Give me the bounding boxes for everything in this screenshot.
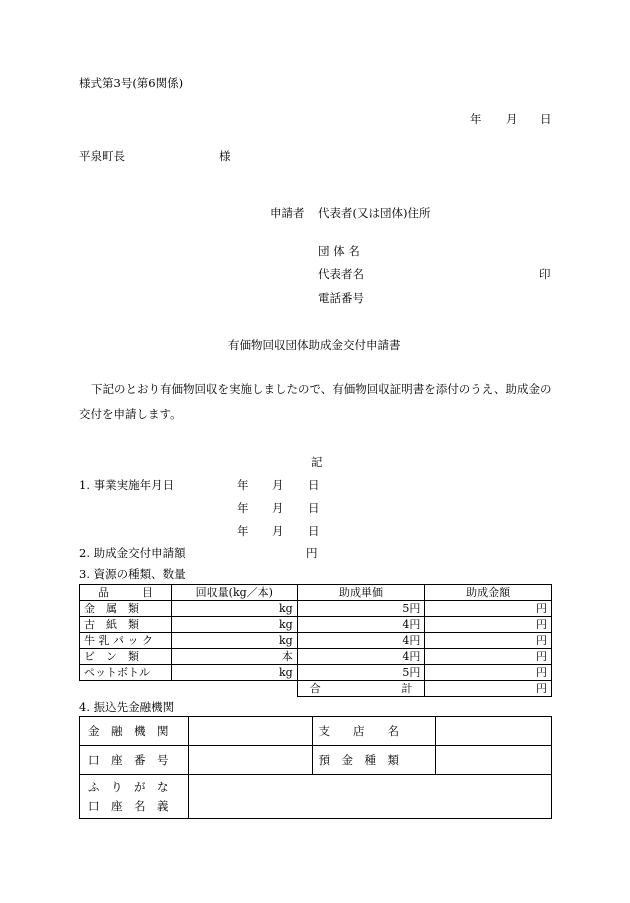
unit-price-cell: 4円 (297, 617, 425, 633)
amount-cell[interactable]: kg (171, 617, 297, 633)
amount-cell[interactable]: kg (171, 633, 297, 649)
date3-day: 日 (308, 524, 320, 538)
date-day: 日 (540, 112, 552, 126)
resources-header-row (80, 585, 552, 601)
blank-cell (171, 681, 297, 697)
date1-day: 日 (308, 478, 320, 492)
deposit-type-value[interactable] (436, 746, 552, 775)
branch-label: 支 店 名 (312, 717, 436, 746)
account-row (80, 746, 552, 775)
date3-month: 月 (272, 524, 284, 538)
deposit-type-label: 預 金 種 類 (312, 746, 436, 775)
date2-month: 月 (272, 501, 284, 515)
subsidy-cell[interactable]: 円 (425, 617, 552, 633)
item-name: 金 属 類 (80, 601, 172, 617)
amount-cell[interactable]: kg (171, 601, 297, 617)
bank-label: 金 融 機 関 (80, 717, 189, 746)
subsidy-cell[interactable]: 円 (425, 649, 552, 665)
unit-price-cell: 5円 (297, 601, 425, 617)
table-row (80, 633, 552, 649)
table-row (80, 601, 552, 617)
representative-label: 代表者名 (318, 267, 364, 281)
amount-cell[interactable]: kg (171, 665, 297, 681)
account-name-value[interactable] (188, 775, 551, 819)
date-year: 年 (470, 112, 482, 126)
group-name-label: 団 体 名 (318, 244, 360, 258)
total-label (297, 681, 425, 697)
date-month: 月 (506, 112, 518, 126)
total-row (80, 681, 552, 697)
header-amount: 回収量(kg／本) (171, 585, 297, 601)
subsidy-cell[interactable]: 円 (425, 633, 552, 649)
bank-row (80, 717, 552, 746)
header-subsidy: 助成金額 (425, 585, 552, 601)
amount-cell[interactable]: 本 (171, 649, 297, 665)
date3-year: 年 (237, 524, 249, 538)
bank-value[interactable] (188, 717, 312, 746)
furigana-label: ふ り が な (88, 779, 169, 794)
branch-value[interactable] (436, 717, 552, 746)
account-no-value[interactable] (188, 746, 312, 775)
resources-table (79, 584, 552, 697)
bank-table (79, 716, 552, 819)
total-subsidy-cell[interactable]: 円 (425, 681, 552, 697)
subsidy-cell[interactable]: 円 (425, 601, 552, 617)
unit-price-cell: 5円 (297, 665, 425, 681)
ki-heading: 記 (311, 455, 323, 469)
item-name: ペットボトル (80, 665, 172, 681)
total-label-2: 計 (401, 682, 413, 695)
unit-price-cell: 4円 (297, 633, 425, 649)
account-name-label (80, 775, 189, 819)
seal-mark: 印 (539, 267, 551, 281)
section1-label: 1. 事業実施年月日 (79, 478, 175, 492)
addressee-name: 平泉町長 (79, 149, 125, 163)
subsidy-cell[interactable]: 円 (425, 665, 552, 681)
item-name: 古 紙 類 (80, 617, 172, 633)
date1-year: 年 (237, 478, 249, 492)
table-row (80, 617, 552, 633)
account-no-label: 口 座 番 号 (80, 746, 189, 775)
section2-unit: 円 (306, 546, 318, 560)
date2-day: 日 (308, 501, 320, 515)
unit-price-cell: 4円 (297, 649, 425, 665)
addressee-honorific: 様 (219, 149, 231, 163)
date2-year: 年 (237, 501, 249, 515)
applicant-address-label: 代表者(又は団体)住所 (318, 206, 431, 220)
body-line-1: 下記のとおり有価物回収を実施しましたので、有価物回収証明書を添付のうえ、助成金の (91, 382, 552, 396)
date1-month: 月 (272, 478, 284, 492)
header-item: 品 目 (80, 585, 172, 601)
table-row (80, 649, 552, 665)
account-name-text: 口 座 名 義 (88, 798, 169, 813)
table-row (80, 665, 552, 681)
body-line-2: 交付を申請します。 (79, 407, 182, 421)
header-unit-price: 助成単価 (297, 585, 425, 601)
form-number: 様式第3号(第6関係) (79, 76, 184, 90)
account-name-row (80, 775, 552, 819)
section4-label: 4. 振込先金融機関 (79, 700, 175, 714)
applicant-label: 申請者 (270, 206, 305, 220)
section2-label: 2. 助成金交付申請額 (79, 546, 186, 560)
total-label-1: 合 (309, 682, 321, 695)
phone-label: 電話番号 (318, 291, 364, 305)
section3-label: 3. 資源の種類、数量 (79, 567, 186, 581)
item-name: ビ ン 類 (80, 649, 172, 665)
item-name: 牛 乳 パ ッ ク (80, 633, 172, 649)
document-title: 有価物回収団体助成金交付申請書 (228, 338, 401, 352)
blank-cell (80, 681, 172, 697)
